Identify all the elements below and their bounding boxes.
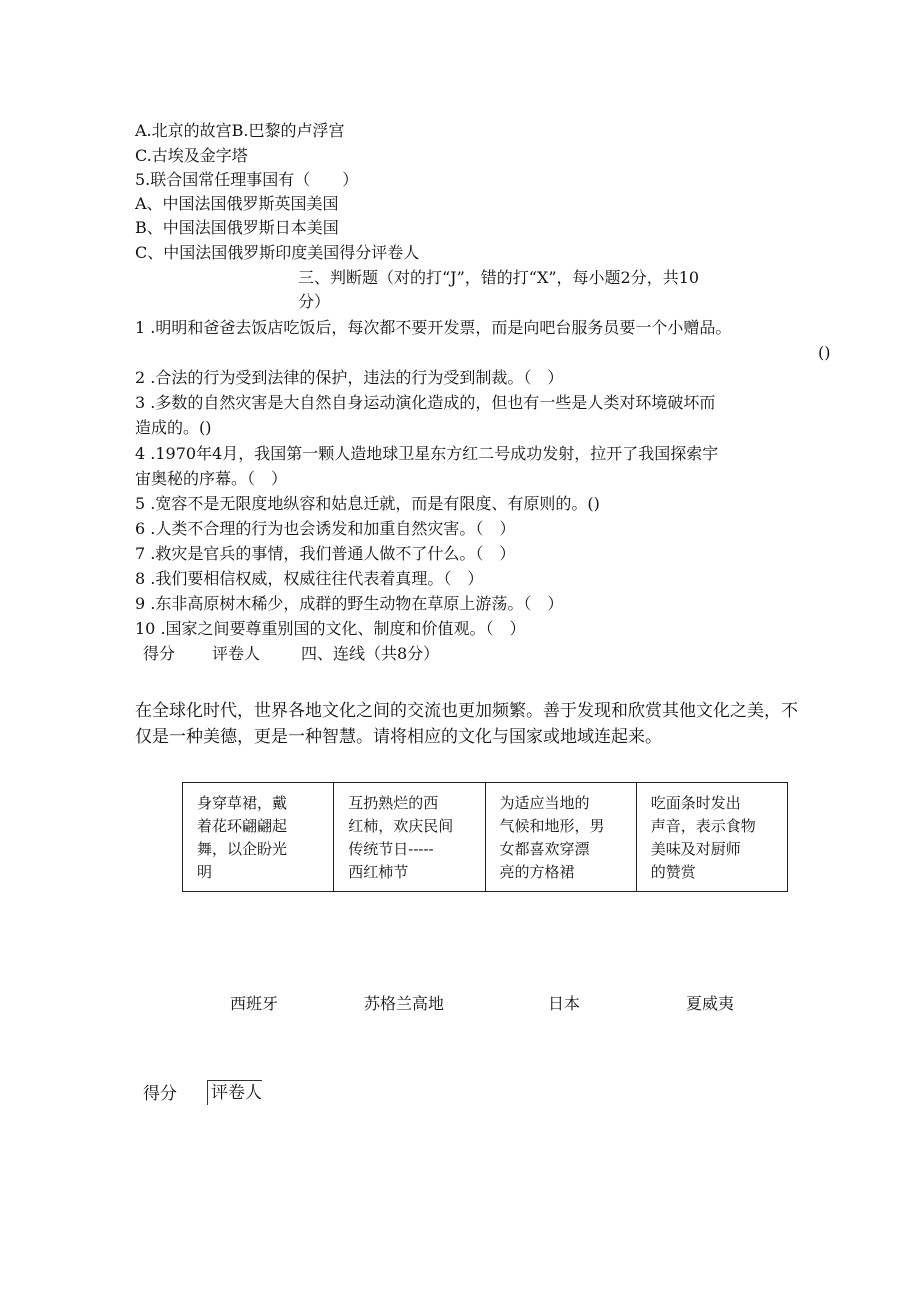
section-heading-cont: 分） — [298, 292, 331, 311]
option-line: C.古埃及金字塔 — [135, 146, 248, 165]
option-line: A.北京的故宫B.巴黎的卢浮宫 — [135, 121, 345, 140]
section-heading: 三、判断题（对的打“J”，错的打“X”，每小题2分，共10 — [298, 268, 700, 287]
place-label: 夏威夷 — [686, 994, 735, 1013]
grader-label: 评卷人 — [212, 644, 261, 663]
judge-item: 4 .1970年4月，我国第一颗人造地球卫星东方红二号成功发射，拉开了我国探索宇 — [135, 444, 719, 463]
culture-table — [182, 782, 788, 892]
culture-cell: 吃面条时发出 声音，表示食物 美味及对厨师 的赞赏 — [636, 783, 787, 892]
judge-item-cont: 宙奥秘的序幕。（ ） — [135, 469, 288, 488]
judge-item: 8 .我们要相信权威，权威往往代表着真理。（ ） — [135, 569, 484, 588]
culture-cell: 互扔熟烂的西 红柿，欢庆民间 传统节日----- 西红柿节 — [334, 783, 485, 892]
judge-item: 7 .救灾是官兵的事情，我们普通人做不了什么。（ ） — [135, 544, 516, 563]
option-line: B、中国法国俄罗斯日本美国 — [135, 218, 339, 237]
score-label: 得分 — [143, 644, 176, 663]
judge-item: 10 .国家之间要尊重别国的文化、制度和价值观。（ ） — [135, 619, 526, 638]
score-label: 得分 — [143, 1084, 177, 1104]
culture-cell: 身穿草裙，戴 着花环翩翩起 舞，以企盼光 明 — [183, 783, 334, 892]
judge-item: 1 .明明和爸爸去饭店吃饭后，每次都不要开发票，而是向吧台服务员要一个小赠品。 — [135, 318, 732, 337]
judge-item: 9 .东非高原树木稀少，成群的野生动物在草原上游荡。（ ） — [135, 594, 564, 613]
judge-item-cont: 造成的。() — [135, 418, 212, 437]
culture-cell: 为适应当地的 气候和地形，男 女都喜欢穿漂 亮的方格裙 — [485, 783, 636, 892]
intro-paragraph: 在全球化时代，世界各地文化之间的交流也更加频繁。善于发现和欣赏其他文化之美，不仅是一种美德，更是一种智慧。请将相应的文化与国家或地域连起来。 — [135, 701, 798, 747]
section-heading: 四、连线（共8分） — [301, 644, 440, 663]
judge-item: 5 .宽容不是无限度地纵容和姑息迁就，而是有限度、有原则的。() — [135, 494, 600, 513]
place-label: 西班牙 — [230, 994, 279, 1013]
place-label: 苏格兰高地 — [364, 994, 445, 1013]
judge-item: 3 .多数的自然灾害是大自然自身运动演化造成的，但也有一些是人类对环境破坏而 — [135, 393, 716, 412]
grader-label: 评卷人 — [207, 1080, 262, 1105]
option-line: A、中国法国俄罗斯英国美国 — [135, 194, 339, 213]
option-line: C、中国法国俄罗斯印度美国得分评卷人 — [135, 243, 420, 262]
place-label: 日本 — [548, 994, 581, 1013]
judge-item: 6 .人类不合理的行为也会诱发和加重自然灾害。（ ） — [135, 519, 516, 538]
question-stem: 5.联合国常任理事国有（ ） — [135, 170, 359, 189]
answer-paren: () — [818, 343, 831, 362]
judge-item: 2 .合法的行为受到法律的保护，违法的行为受到制裁。（ ） — [135, 368, 564, 387]
table-row — [183, 783, 788, 892]
